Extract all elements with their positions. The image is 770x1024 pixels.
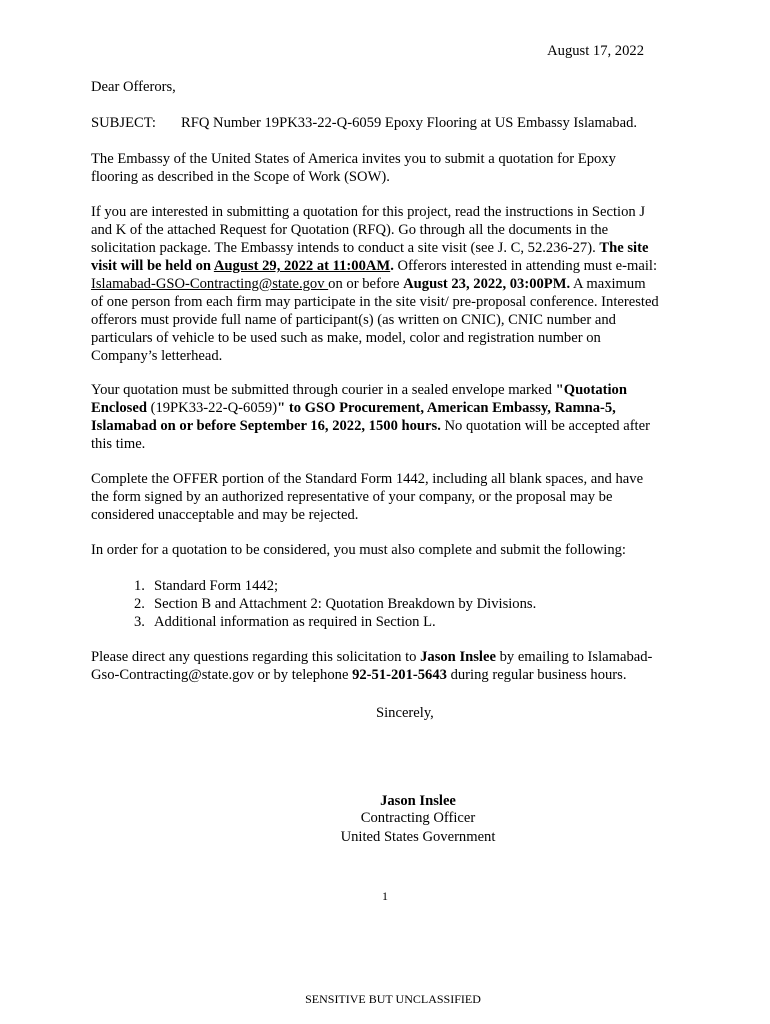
contact-text: during regular business hours. — [446, 667, 627, 683]
site-visit-line-9: Company’s letterhead. — [91, 348, 223, 364]
subject-text: RFQ Number 19PK33-22-Q-6059 Epoxy Flooring at US Embassy Islamabad. — [181, 115, 638, 131]
intro-paragraph — [91, 150, 686, 186]
contact-phone: 92-51-201-5643 — [352, 667, 447, 683]
contracting-email-link[interactable]: Islamabad-GSO-Contracting@state.gov — [91, 276, 329, 292]
intro-line-2: flooring as described in the Scope of Work (SOW). — [91, 169, 390, 185]
list-number: 3. — [134, 614, 145, 630]
list-text: Additional information as required in Section L. — [154, 614, 436, 630]
submission-line-1 — [91, 381, 686, 399]
site-visit-text: A maximum — [570, 276, 646, 292]
site-visit-date: August 29, 2022 at 11:00AM — [213, 258, 391, 274]
signature-title: Contracting Officer — [360, 810, 476, 826]
submission-emphasis: Enclosed — [91, 400, 147, 416]
list-number: 2. — [134, 596, 145, 612]
list-text: Standard Form 1442; — [154, 578, 279, 594]
page-number: 1 — [382, 889, 388, 903]
offer-line-2: the form signed by an authorized representative of your company, or the proposal may be — [91, 489, 613, 505]
site-visit-line-5 — [91, 275, 686, 293]
list-number: 1. — [134, 578, 145, 594]
offer-line-3: considered unacceptable and may be rejected. — [91, 507, 359, 523]
letter-date: August 17, 2022 — [547, 43, 644, 59]
list-item — [134, 577, 536, 595]
list-item — [134, 595, 536, 613]
submission-emphasis: "Quotation — [555, 382, 627, 398]
site-visit-paragraph — [91, 203, 686, 365]
site-visit-line-7: offerors must provide full name of participant(s) (as written on CNIC), CNIC number and — [91, 312, 616, 328]
registration-deadline: August 23, 2022, 03:00PM. — [403, 276, 571, 292]
signature-name: Jason Inslee — [380, 793, 456, 809]
site-visit-emphasis: visit will be held on — [91, 258, 214, 274]
submission-line-3 — [91, 417, 686, 435]
contact-text: by emailing to Islamabad- — [495, 649, 653, 665]
salutation: Dear Offerors, — [91, 79, 176, 95]
contact-line-2 — [91, 666, 686, 684]
submission-text: Your quotation must be submitted through courier in a sealed envelope marked — [91, 382, 556, 398]
intro-line-1: The Embassy of the United States of America invites you to submit a quotation for Epoxy — [91, 151, 616, 167]
signature-org: United States Government — [340, 829, 496, 845]
subject-line — [91, 114, 637, 132]
site-visit-emphasis: . — [390, 258, 394, 274]
contact-paragraph — [91, 648, 686, 684]
closing: Sincerely, — [376, 705, 434, 721]
submission-line-2 — [91, 399, 686, 417]
site-visit-line-4 — [91, 257, 686, 275]
contact-text: Please direct any questions regarding this solicitation to — [91, 649, 421, 665]
submission-text: (19PK33-22-Q-6059) — [146, 400, 278, 416]
offer-paragraph — [91, 470, 686, 524]
requirements-paragraph: In order for a quotation to be considered, you must also complete and submit the following: — [91, 542, 626, 558]
site-visit-emphasis: The site — [599, 240, 649, 256]
contact-text: Gso-Contracting@state.gov or by telephone — [91, 667, 353, 683]
submission-deadline: Islamabad on or before September 16, 2022, 1500 hours. — [91, 418, 441, 434]
classification-footer: SENSITIVE BUT UNCLASSIFIED — [305, 992, 481, 1006]
offer-line-1: Complete the OFFER portion of the Standard Form 1442, including all blank spaces, and have — [91, 471, 644, 487]
site-visit-line-6: of one person from each firm may participate in the site visit/ pre-proposal conference. Interested — [91, 294, 659, 310]
site-visit-text: on or before — [328, 276, 404, 292]
site-visit-line-1: If you are interested in submitting a quotation for this project, read the instructions in Section J — [91, 204, 646, 220]
site-visit-line-2: and K of the attached Request for Quotation (RFQ). Go through all the documents in the — [91, 222, 609, 238]
subject-label: SUBJECT: — [91, 115, 156, 131]
submission-paragraph — [91, 381, 686, 453]
requirements-list — [134, 577, 536, 631]
list-text: Section B and Attachment 2: Quotation Breakdown by Divisions. — [154, 596, 537, 612]
site-visit-line-8: particulars of vehicle to be used such as make, model, color and registration number on — [91, 330, 601, 346]
site-visit-text: Offerors interested in attending must e-mail: — [393, 258, 658, 274]
submission-emphasis: " to GSO Procurement, American Embassy, Ramna-5, — [277, 400, 616, 416]
list-item — [134, 613, 536, 631]
contact-line-1 — [91, 648, 686, 666]
submission-line-4: this time. — [91, 436, 146, 452]
site-visit-line-3 — [91, 239, 686, 257]
contact-name: Jason Inslee — [420, 649, 496, 665]
site-visit-text: solicitation package. The Embassy intends to conduct a site visit (see J. C, 52.236-27). — [91, 240, 600, 256]
submission-text: No quotation will be accepted after — [440, 418, 650, 434]
